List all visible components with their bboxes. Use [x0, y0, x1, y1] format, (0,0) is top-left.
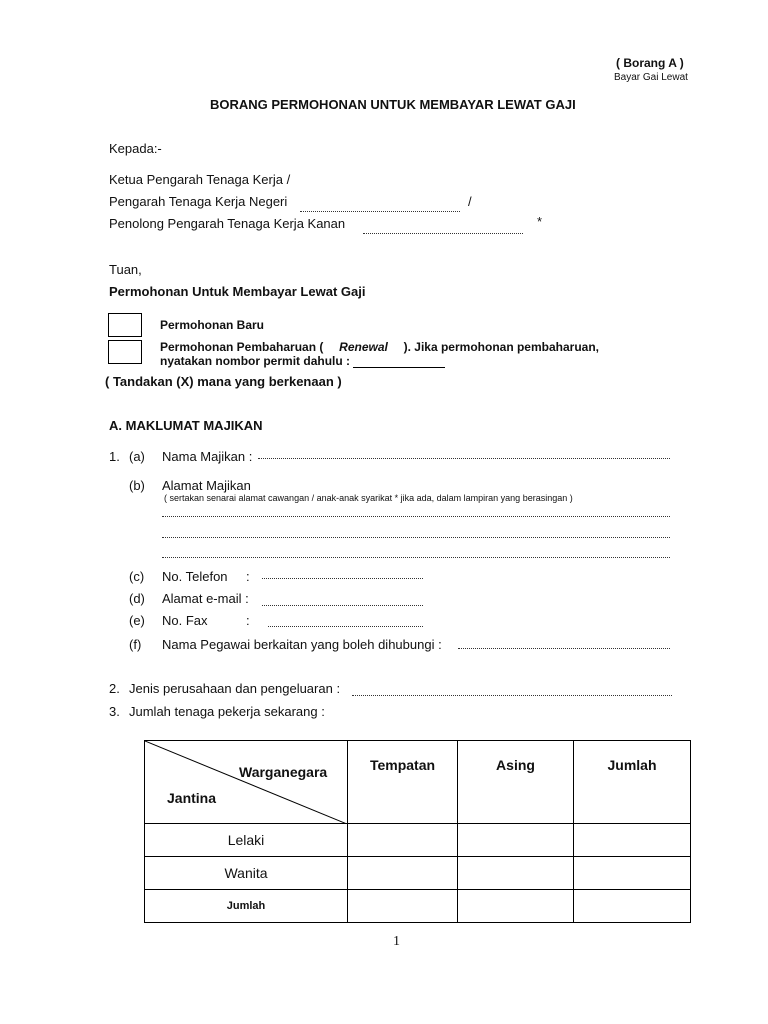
state-field[interactable] [300, 211, 460, 212]
kepada-label: Kepada:- [109, 141, 162, 156]
instruction: ( Tandakan (X) mana yang berkenaan ) [105, 374, 342, 389]
address-field-line-2[interactable] [162, 537, 670, 538]
previous-permit-field[interactable] [353, 355, 445, 368]
item-1-number: 1. [109, 449, 120, 464]
addressee-line-1: Ketua Pengarah Tenaga Kerja / [109, 172, 291, 187]
diagonal-line [145, 741, 347, 824]
office-field[interactable] [363, 233, 523, 234]
item-c-letter: (c) [129, 569, 145, 584]
cell-wanita-asing[interactable] [458, 857, 574, 890]
item-a-letter: (a) [129, 449, 145, 464]
col-header-jumlah: Jumlah [574, 741, 691, 824]
subject: Permohonan Untuk Membayar Lewat Gaji [109, 284, 366, 299]
row-label-jumlah: Jumlah [145, 890, 348, 923]
renewal-permit-line [160, 354, 445, 368]
table-row [145, 824, 691, 857]
contact-officer-label: Nama Pegawai berkaitan yang boleh dihubungi : [162, 637, 442, 652]
table-row [145, 890, 691, 923]
salutation: Tuan, [109, 262, 142, 277]
page-title: BORANG PERMOHONAN UNTUK MEMBAYAR LEWAT GAJI [210, 97, 576, 112]
table-row [145, 857, 691, 890]
renewal-prefix: Permohonan Pembaharuan ( [160, 340, 324, 354]
new-application-checkbox[interactable] [108, 313, 142, 337]
page-number: 1 [393, 934, 400, 949]
cell-jumlah-tempatan[interactable] [348, 890, 458, 923]
cell-lelaki-tempatan[interactable] [348, 824, 458, 857]
col-header-asing: Asing [458, 741, 574, 824]
form-code: ( Borang A ) [616, 56, 684, 70]
addressee-line-2-suffix: / [468, 194, 472, 209]
cell-wanita-tempatan[interactable] [348, 857, 458, 890]
addressee-line-3-suffix: * [537, 214, 543, 229]
employer-name-label: Nama Majikan : [162, 449, 253, 464]
renewal-checkbox[interactable] [108, 340, 142, 364]
item-3-number: 3. [109, 704, 120, 719]
renewal-line2: nyatakan nombor permit dahulu : [160, 354, 351, 368]
form-subtitle: Bayar Gai Lewat [614, 72, 688, 83]
addressee-line-3: Penolong Pengarah Tenaga Kerja Kanan [109, 216, 346, 231]
telephone-label: No. Telefon [162, 569, 228, 584]
telephone-colon: : [246, 569, 250, 584]
col-header-tempatan: Tempatan [348, 741, 458, 824]
fax-label: No. Fax [162, 613, 208, 628]
item-e-letter: (e) [129, 613, 145, 628]
warganegara-label: Warganegara [239, 764, 328, 780]
renewal-label [160, 340, 599, 354]
item-d-letter: (d) [129, 591, 145, 606]
business-type-label: Jenis perusahaan dan pengeluaran : [129, 681, 341, 696]
cell-jumlah-asing[interactable] [458, 890, 574, 923]
item-f-letter: (f) [129, 637, 142, 652]
row-label-lelaki: Lelaki [145, 824, 348, 857]
business-type-field[interactable] [352, 695, 672, 696]
diagonal-header-cell [145, 741, 348, 824]
cell-wanita-jumlah[interactable] [574, 857, 691, 890]
fax-colon: : [246, 613, 250, 628]
jantina-label: Jantina [167, 790, 217, 806]
item-2-number: 2. [109, 681, 120, 696]
cell-lelaki-asing[interactable] [458, 824, 574, 857]
employer-name-field[interactable] [258, 458, 670, 459]
address-field-line-3[interactable] [162, 557, 670, 558]
item-b-letter: (b) [129, 478, 145, 493]
row-label-wanita: Wanita [145, 857, 348, 890]
cell-lelaki-jumlah[interactable] [574, 824, 691, 857]
telephone-field[interactable] [262, 578, 423, 579]
employer-address-note: ( sertakan senarai alamat cawangan / anak-anak syarikat * jika ada, dalam lampiran yang berasingan ) [164, 493, 573, 503]
addressee-line-2: Pengarah Tenaga Kerja Negeri [109, 194, 288, 209]
renewal-italic: Renewal [339, 340, 388, 354]
new-application-label: Permohonan Baru [160, 318, 265, 332]
cell-jumlah-jumlah[interactable] [574, 890, 691, 923]
fax-field[interactable] [268, 626, 423, 627]
workforce-table [144, 740, 691, 923]
section-a-title: A. MAKLUMAT MAJIKAN [109, 418, 263, 433]
renewal-suffix: ). Jika permohonan pembaharuan, [403, 340, 599, 354]
address-field-line-1[interactable] [162, 516, 670, 517]
employer-address-label: Alamat Majikan [162, 478, 251, 493]
email-label: Alamat e-mail : [162, 591, 249, 606]
workforce-label: Jumlah tenaga pekerja sekarang : [129, 704, 325, 719]
contact-officer-field[interactable] [458, 648, 670, 649]
email-field[interactable] [262, 605, 423, 606]
